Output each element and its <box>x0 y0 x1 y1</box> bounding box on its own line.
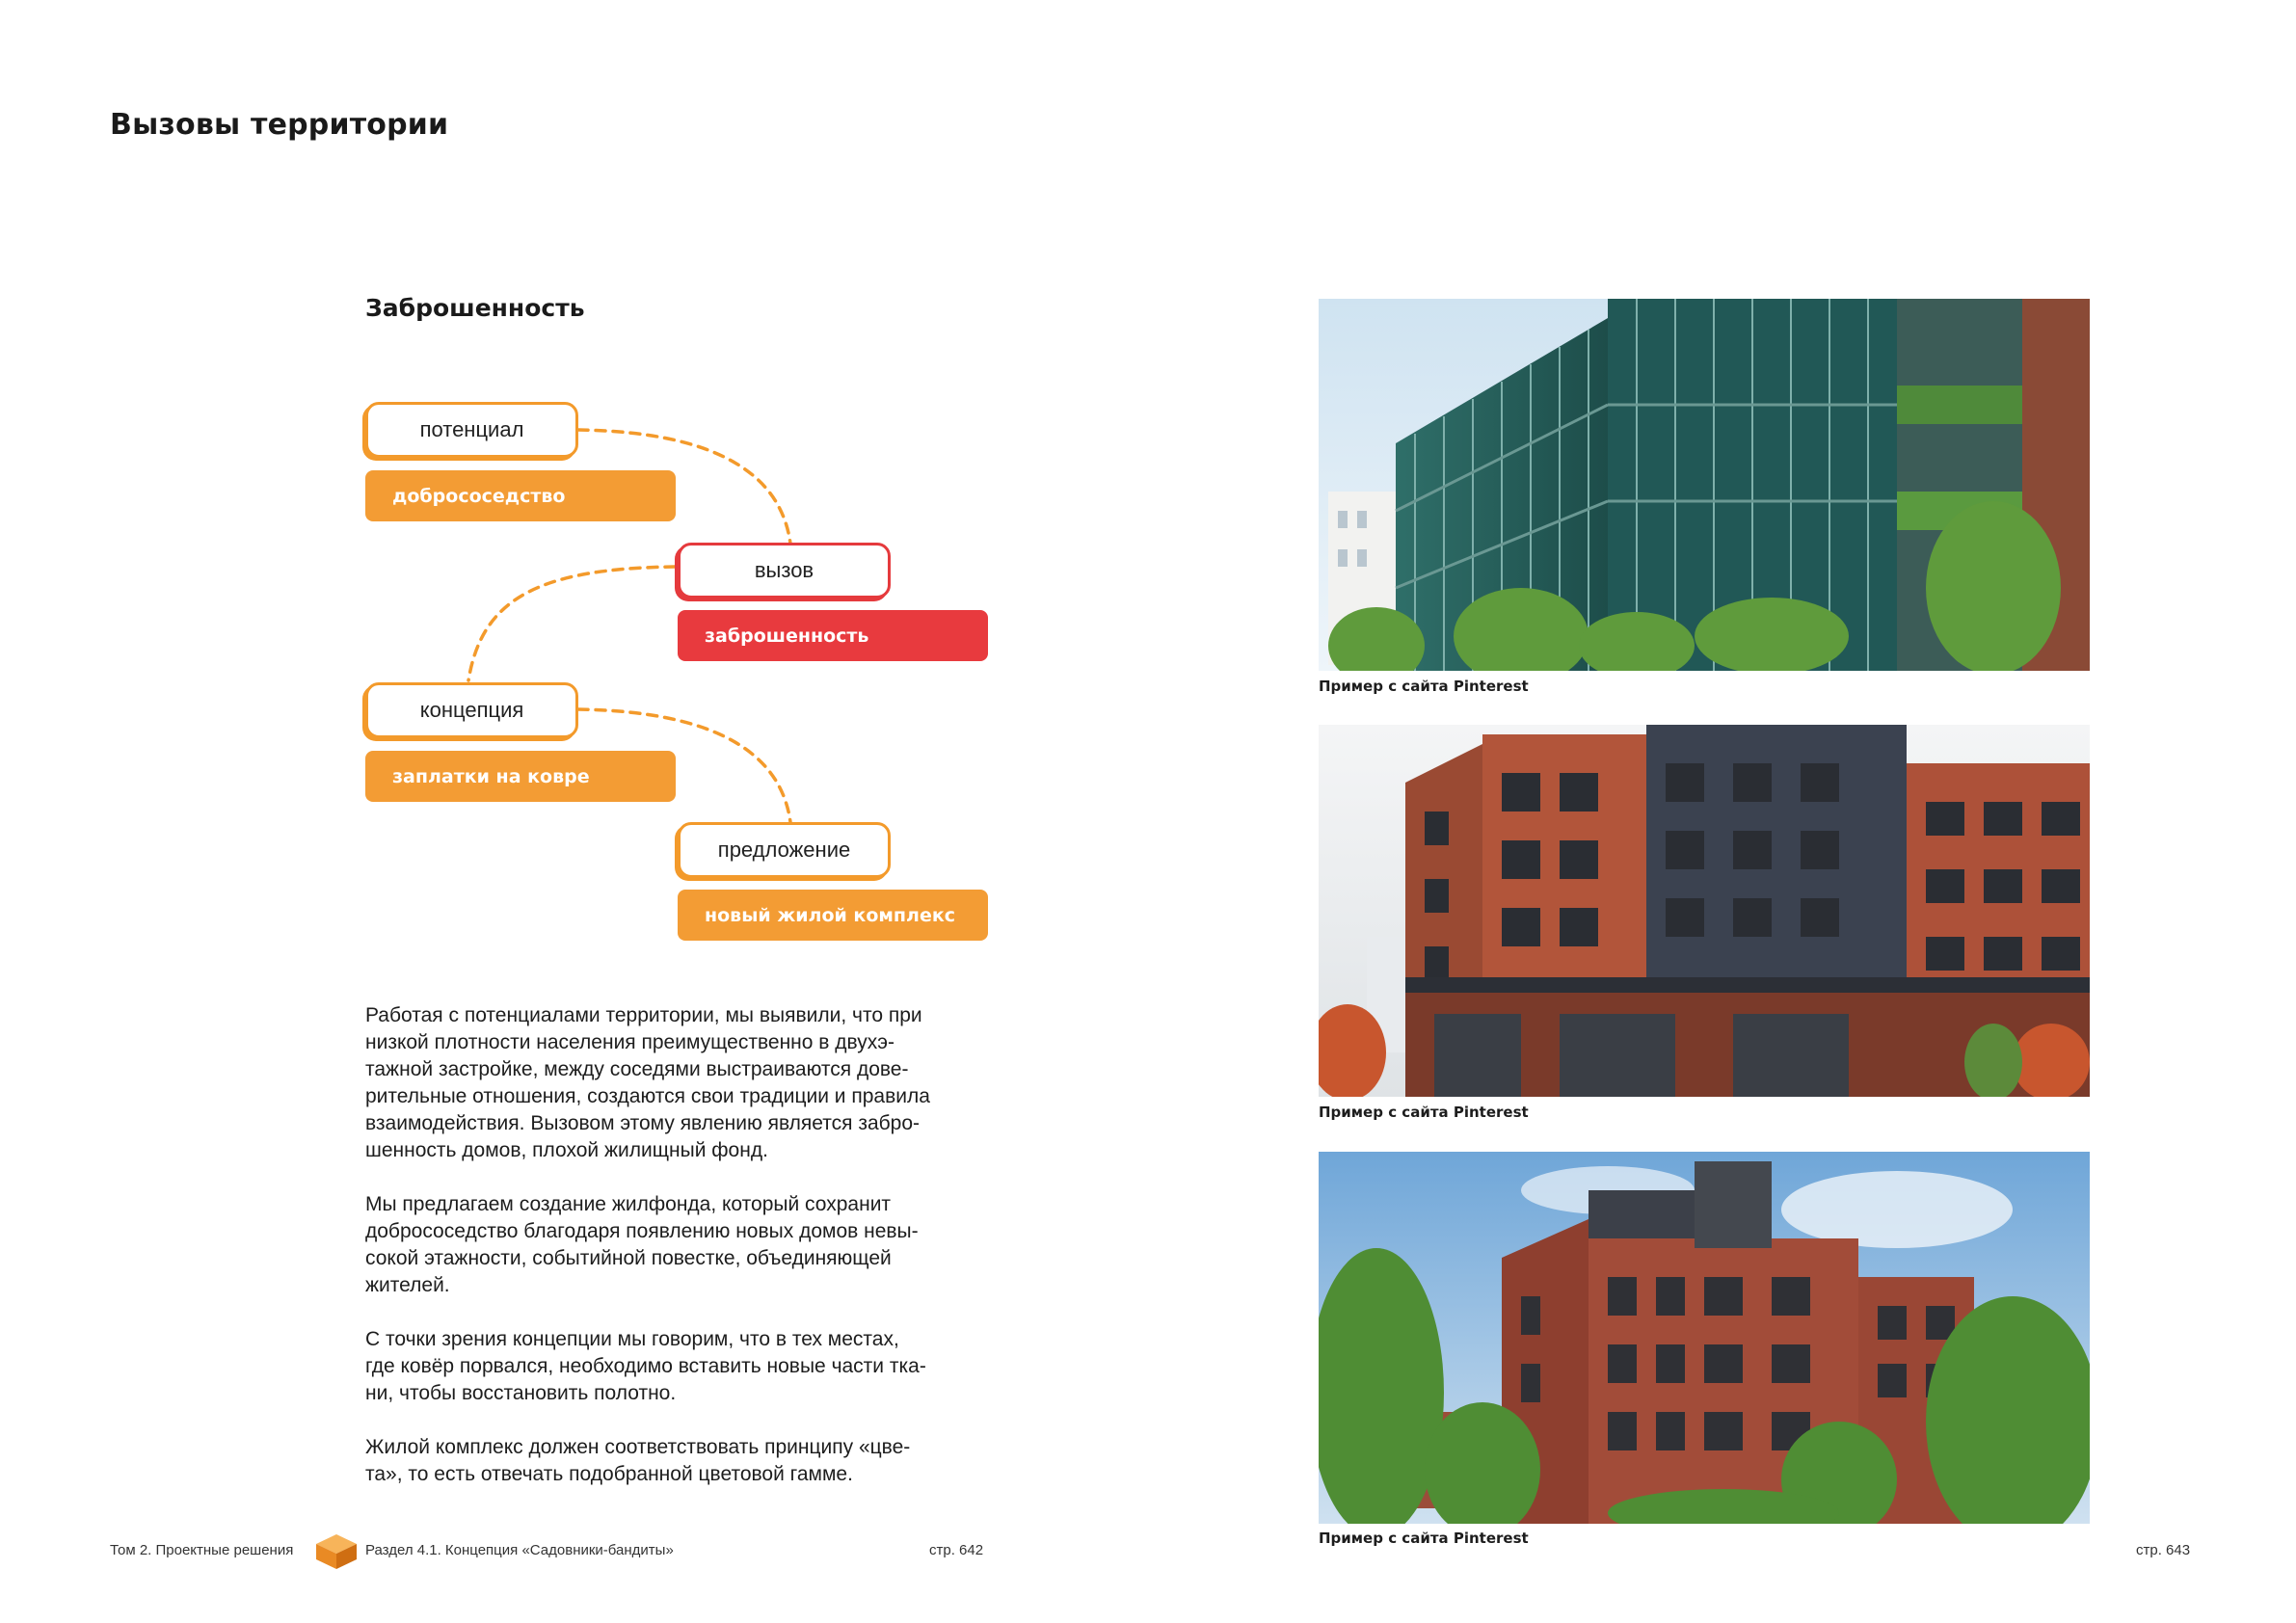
footer-section: Раздел 4.1. Концепция «Садовники-бандиты» <box>365 1542 674 1558</box>
body-text <box>365 1002 992 1515</box>
section-title: Заброшенность <box>365 294 585 322</box>
node-challenge <box>678 543 891 599</box>
photo-caption: Пример с сайта Pinterest <box>1319 1104 1529 1121</box>
tag-concept <box>365 751 676 802</box>
photo-brick-midrise <box>1319 1152 2090 1524</box>
page-number-right: стр. 643 <box>2136 1542 2191 1558</box>
page-number-left: стр. 642 <box>929 1542 984 1558</box>
paragraph: С точки зрения концепции мы говорим, что в тех местах, где ковёр порвался, необходимо вставить новые части тка- ни, чтобы восстановить полотно. <box>365 1328 926 1404</box>
node-challenge-label: вызов <box>754 558 814 582</box>
node-proposal-label: предложение <box>717 838 851 862</box>
paragraph: Работая с потенциалами территории, мы выявили, что при низкой плотности населения преимущественно в двухэ- тажной застройке, между соседями выстраиваются дове- рительные отношения, создаются свои традиции и правила взаимодействия. Вызовом этому явлению является забро- шенность домов, плохой жилищный фонд. <box>365 1004 930 1161</box>
tag-potential <box>365 470 676 521</box>
page-title: Вызовы территории <box>110 108 449 142</box>
photo-green-building <box>1319 299 2090 671</box>
photo-caption: Пример с сайта Pinterest <box>1319 678 1529 695</box>
tag-proposal <box>678 890 988 941</box>
tag-challenge-label: заброшенность <box>705 625 869 647</box>
footer-volume: Том 2. Проектные решения <box>110 1542 294 1558</box>
tag-proposal-label: новый жилой комплекс <box>705 904 955 926</box>
connector-challenge-concept <box>468 567 675 680</box>
photo-caption: Пример с сайта Pinterest <box>1319 1530 1529 1547</box>
node-concept <box>365 682 578 738</box>
node-potential-label: потенциал <box>419 417 524 441</box>
photo-brick-building <box>1319 725 2090 1097</box>
tag-concept-label: заплатки на ковре <box>392 765 590 787</box>
cube-logo-icon <box>314 1532 359 1576</box>
node-proposal <box>678 822 891 878</box>
tag-challenge <box>678 610 988 661</box>
paragraph: Жилой комплекс должен соответствовать принципу «цве- та», то есть отвечать подобранной цветовой гамме. <box>365 1436 911 1485</box>
node-concept-label: концепция <box>419 698 524 722</box>
node-potential <box>365 402 578 458</box>
paragraph: Мы предлагаем создание жилфонда, который сохранит добрососедство благодаря появлению новых домов невы- сокой этажности, событийной повестке, объединяющей жителей. <box>365 1193 919 1296</box>
tag-potential-label: добрососедство <box>392 485 566 507</box>
